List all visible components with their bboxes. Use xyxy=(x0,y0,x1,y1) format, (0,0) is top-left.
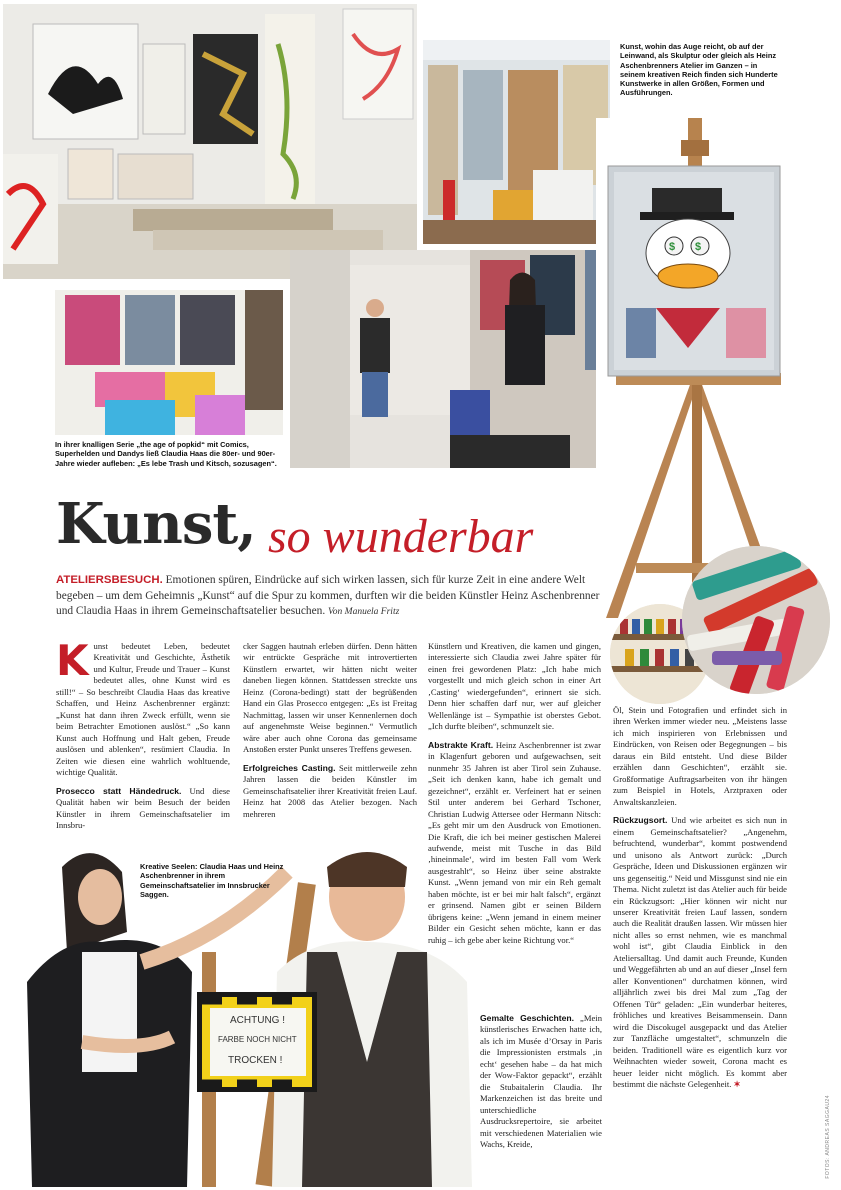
column-2 xyxy=(243,641,417,820)
easel-illustration xyxy=(596,118,801,618)
sign-line-1: ACHTUNG ! xyxy=(230,1015,285,1026)
sign-line-2: FARBE NOCH NICHT xyxy=(218,1035,297,1044)
photo-artists-atelier xyxy=(290,250,620,468)
photo-credit: FOTOS: ANDREAS SAGGAU24 xyxy=(825,1095,831,1179)
col4-text-2: Und wie arbeitet es sich nun in einem Gemeinschaftsatelier? „Angenehm, befruchtend, wunderbar“, kommt postwendend und unisono als Antwort zurück: „Durch Gespräche, Ideen und Diskussionen ergänzen wir uns gegenseitig.“ Neid und Missgunst sind nie ein Thema. Nicht zuletzt ist das Atelier auch für beide ein Rückzugsort: „Hier können wir nicht nur unserer Kreativität freien Lauf lassen, sondern auch die Realität draußen lassen. Wir müssen hier nicht alles so ernst nehmen, wie es manchmal wohl ist“, gibt Claudia Einblick in den Ateliersalltag. Und damit auch Freunde, Kunden und Weggefährten ab und an auf dieser „Insel fern aller Konventionen“ durchatmen können, wird alljährlich zwei bis drei Mal zum „Tag der Offenen Tür“ geladen: „Ein wunderbar heiteres, fröhliches und kreatives Beisammensein. Dann wird die Discokugel ausgepackt und das Atelier zur Tanzfläche umgestaltet“, schmunzeln die beiden. Traditionell wäre es eigentlich kurz vor Weihnachten wieder soweit, Corona macht es heuer leider nicht möglich. Es kommt aber bestimmt die nächste Gelegenheit. xyxy=(613,815,787,1089)
subhead-abstrakte-kraft: Abstrakte Kraft. xyxy=(428,739,494,750)
headline-script: so wunderbar xyxy=(268,510,534,563)
column-3-continued xyxy=(480,1013,602,1151)
studio-wall-illustration xyxy=(3,4,417,279)
col3-text-3: „Mein künstlerisches Erwachen hatte ich, als ich im Musée d’Orsay in Paris die Impressionisten erstmals ‚in echt‘ gesehen habe – da hat mich der Wow-Faktor gepackt“, erzählt die Stubaitalerin Claudia. Ihr Markenzeichen ist das breite und unterschiedliche Ausdrucksrepertoire, sie arbeitet mit verschiedenen Materialien wie Wachs, Kreide, xyxy=(480,1013,602,1150)
lead-paragraph xyxy=(56,573,608,620)
caption-popkid: In ihrer knalligen Serie „the age of popkid“ mit Comics, Superhelden und Dandys ließ Claudia Haas die 80er- und 90er-Jahre wieder aufleben: „Es lebe Trash und Kitsch, sozusagen“. xyxy=(55,440,277,468)
photo-easel-painting xyxy=(596,118,801,618)
subhead-rueckzugsort: Rückzugsort. xyxy=(613,815,668,826)
subhead-prosecco: Prosecco statt Händedruck. xyxy=(56,785,182,796)
photo-studio-wall xyxy=(3,4,417,279)
headline-main: Kunst, xyxy=(56,491,256,557)
subhead-gemalte-geschichten: Gemalte Geschichten. xyxy=(480,1013,575,1023)
lead-kicker: ATELIERSBESUCH. xyxy=(56,574,163,586)
photo-studio-room xyxy=(423,40,610,244)
col3-para-3 xyxy=(480,1013,602,1151)
photo-circle-paint-tubes xyxy=(682,546,830,694)
column-1 xyxy=(56,636,230,832)
svg-text:$: $ xyxy=(695,241,702,253)
column-3 xyxy=(428,641,601,946)
dropcap: K xyxy=(56,636,89,685)
popkid-illustration xyxy=(55,290,283,435)
paint-tubes-illustration xyxy=(682,546,830,694)
sign-line-3: TROCKEN ! xyxy=(228,1055,283,1066)
photo-popkid-series xyxy=(55,290,283,435)
col3-text-2: Heinz Aschenbrenner ist zwar in Klagenfurt geboren und aufgewachsen, seit nunmehr 35 Jahren ist aber Tirol sein Zuhause. „Seit ich denken kann, habe ich gemalt und gezeichnet“, erzählt er. Verfeinert hat er seinen Stil unter anderem bei Gerhard Tschoner, Christian Ludwig Attersee oder Hermann Nitsch: „Es geht mir um den Ausdruck von Emotionen. Die Kraft, die ich bei meiner gestischen Malerei aufwende, meist mit Tusche in das Bild ‚hineinmale‘, wird im besten Fall vom Werk ausgestrahlt“, so Heinz über seine abstrakte Kunst. „Wenn jemand von mir ein Reh gemalt haben möchte, ist er bei mir halt falsch“, ergänzt er grinsend. Namen gibt er seinen Bildern übrigens keine: „Wenn jemand in einem meiner Bilder ein Gesicht sehen möchte, kann er das ruhig – ich gebe aber keine Richtung vor.“ xyxy=(428,739,601,945)
end-mark: ✶ xyxy=(733,1079,741,1089)
lead-byline: Von Manuela Fritz xyxy=(328,607,400,618)
col1-text-2: Und diese Qualität haben wir beim Besuch der beiden Künstler in ihrem Gemeinschaftsatelier im Innsbru- xyxy=(56,785,230,831)
column-4 xyxy=(613,705,787,1090)
col2-para-2 xyxy=(243,763,417,820)
col1-para-1 xyxy=(56,636,230,779)
col1-text-1: unst bedeutet Leben, bedeutet Kreativität und Geschichte, Ästhetik und Kultur, Freude und Trauer – Kunst bedeutet alles, ohne Kunst wird es still!“ – So beschreibt Claudia Haas das kreative Schaffen, und Heinz Aschenbrenner ergänzt: „Kunst hat dann ihren Zweck erfüllt, wenn sie beim Betrachter Emotionen auslöst.“ „So kann Kunst auch Hoffnung und Halt geben, Freude auslösen und ablenken“, resümiert Claudia. In Zeiten wie diesen eine wahrlich wohltuende, wichtige Qualität. xyxy=(56,641,230,778)
lead-text: Emotionen spüren, Eindrücke auf sich wirken lassen, sich für kurze Zeit in eine andere Welt begeben – um dem Geheimnis „Kunst“ auf die Spur zu kommen, durften wir die beiden Künstler Heinz Aschenbrenner und Claudia Haas in ihrem Gemeinschaftsatelier besuchen. xyxy=(56,574,600,618)
col3-para-2 xyxy=(428,740,601,946)
artists-atelier-illustration xyxy=(290,250,620,468)
col2-para-1: cker Saggen hautnah erleben dürfen. Denn hätten wir entrückte Gespräche mit introvertierten Künstlern erwartet, wir hätten nicht weiter daneben liegen können. Stattdessen streckte uns Heinz (Corona-bedingt) statt der begrüßenden Hand ein Glas Prosecco entgegen: „Es ist Freitag Nachmittag, lassen wir unser Kennenlernen doch auf angenehmste Weise beginnen.“ Vermutlich wäre aber auch ohne Corona das gemeinsame Anstoßen erster Punkt unseres Treffens gewesen. xyxy=(243,641,417,755)
col2-text-2: Seit mittlerweile zehn Jahren lassen die beiden Künstler im Gemeinschaftsatelier ihrer Kreativität freien Lauf. Heinz hat 2008 das Atelier bezogen. Nach mehreren xyxy=(243,762,418,819)
svg-text:$: $ xyxy=(669,241,676,253)
col4-para-2 xyxy=(613,815,787,1090)
col1-para-2 xyxy=(56,786,230,832)
col3-para-1: Künstlern und Kreativen, die kamen und gingen, interessierte sich Claudia zwei Jahre später für einen frei gewordenen Platz: „Ich habe mich vorgestellt und mich gleich schon in einer Art ‚Casting‘ wiedergefunden“, erinnert sie sich. Denn hier schaffen darf nur, wer auf gleicher Wellenlänge ist – Sympathie ist oberstes Gebot. „Ich durfte bleiben“, schmunzelt sie. xyxy=(428,641,601,732)
subhead-casting: Erfolgreiches Casting. xyxy=(243,762,336,773)
caption-top-right: Kunst, wohin das Auge reicht, ob auf der Leinwand, als Skulptur oder gleich als Heinz Aschenbrenners Atelier im Ganzen – in seinem kreativen Reich finden sich Hunderte Kunstwerke in allen Größen, Formen und Ausführungen. xyxy=(620,42,778,98)
caption-artists-portrait: Kreative Seelen: Claudia Haas und Heinz Aschenbrenner in ihrem Gemeinschaftsatelier im Innsbrucker Saggen. xyxy=(140,862,284,899)
col4-para-1: Öl, Stein und Fotografien und erfindet sich in ihren Werken immer wieder neu. „Meistens lasse ich mich inspirieren von Erlebnissen und Eindrücken, von Reisen oder Begegnungen – bis daraus ein Bild entsteht. Und diese Bilder erzählen dann Geschichten“, erzählt sie. Großformatige Auftragsarbeiten von ihr hängen zum Beispiel in Hotels, Arztpraxen oder Anwaltskanzleien. xyxy=(613,705,787,807)
studio-room-illustration xyxy=(423,40,610,244)
